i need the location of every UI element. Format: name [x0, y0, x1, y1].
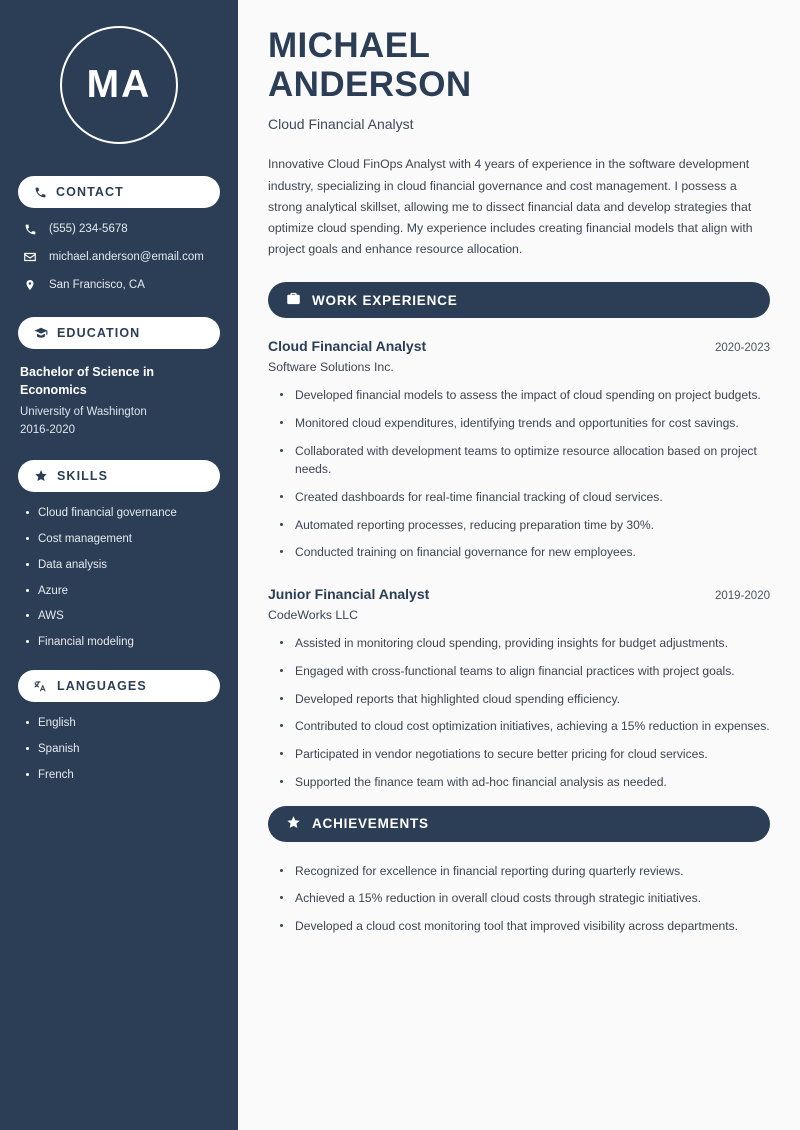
- languages-list: [18, 716, 220, 783]
- education-years: 2016-2020: [20, 423, 75, 436]
- list-item: Cloud financial governance: [24, 506, 220, 521]
- education-school: University of Washington: [20, 406, 147, 419]
- list-item: Developed financial models to assess the impact of cloud spending on project budgets.: [280, 386, 770, 405]
- list-item: Achieved a 15% reduction in overall cloud costs through strategic initiatives.: [280, 889, 770, 908]
- education-heading-label: EDUCATION: [57, 325, 141, 340]
- phone-icon: [34, 186, 47, 199]
- list-item: Developed a cloud cost monitoring tool that improved visibility across departments.: [280, 917, 770, 936]
- list-item: Data analysis: [24, 558, 220, 573]
- job-bullets: [268, 634, 770, 791]
- list-item: Assisted in monitoring cloud spending, providing insights for budget adjustments.: [280, 634, 770, 653]
- avatar-initials: MA: [60, 26, 178, 144]
- achievements-heading: [268, 806, 770, 842]
- map-pin-icon: [22, 278, 38, 292]
- contact-email: [22, 250, 220, 265]
- envelope-icon: [22, 250, 38, 264]
- list-item: Supported the finance team with ad-hoc financial analysis as needed.: [280, 773, 770, 792]
- list-item: Conducted training on financial governance for new employees.: [280, 543, 770, 562]
- job-title: Junior Financial Analyst: [268, 586, 430, 603]
- star-icon: [34, 469, 48, 483]
- education-degree: Bachelor of Science in Economics: [20, 364, 155, 397]
- contact-phone-value: (555) 234-5678: [49, 223, 128, 235]
- graduation-cap-icon: [34, 326, 48, 340]
- language-icon: [34, 679, 48, 693]
- job-company: Software Solutions Inc.: [268, 360, 394, 375]
- contact-email-value: michael.anderson@email.com: [49, 250, 204, 263]
- contact-phone: [22, 222, 220, 237]
- languages-heading-label: LANGUAGES: [57, 679, 147, 694]
- achievements-list: [268, 862, 770, 936]
- job-header: [268, 338, 770, 354]
- list-item: Collaborated with development teams to optimize resource allocation based on project needs.: [280, 442, 770, 479]
- list-item: Contributed to cloud cost optimization initiatives, achieving a 15% reduction in expenses.: [280, 717, 770, 736]
- contact-heading: [18, 176, 220, 208]
- phone-icon: [22, 223, 38, 236]
- list-item: Engaged with cross-functional teams to align financial practices with project goals.: [280, 662, 770, 681]
- skills-list: [18, 506, 220, 651]
- job-role-subtitle: Cloud Financial Analyst: [268, 116, 414, 133]
- job-dates: 2020-2023: [715, 342, 770, 355]
- main-content: [238, 0, 800, 1130]
- list-item: Developed reports that highlighted cloud spending efficiency.: [280, 690, 770, 709]
- job-entry: [268, 338, 770, 562]
- job-title: Cloud Financial Analyst: [268, 338, 427, 355]
- job-bullets: [268, 386, 770, 562]
- job-header: [268, 586, 770, 602]
- list-item: English: [24, 716, 220, 731]
- list-item: Participated in vendor negotiations to secure better pricing for cloud services.: [280, 745, 770, 764]
- job-company: CodeWorks LLC: [268, 608, 358, 623]
- languages-heading: [18, 670, 220, 702]
- contact-location: [22, 278, 220, 293]
- first-name: MICHAEL: [268, 26, 431, 65]
- education-entry: [20, 363, 220, 440]
- list-item: Spanish: [24, 742, 220, 757]
- sidebar: [0, 0, 238, 1130]
- list-item: French: [24, 768, 220, 783]
- achievements-heading-label: ACHIEVEMENTS: [312, 816, 429, 832]
- list-item: Cost management: [24, 532, 220, 547]
- professional-summary: Innovative Cloud FinOps Analyst with 4 years of experience in the software development industry, specializing in cloud financial governance and cost management. I possess a strong analytical skillset, allowing me to dissect financial data and develop strategies that optimize cloud spending. My experience includes creating financial models that align with project goals and enhance resource allocation.: [268, 157, 753, 256]
- last-name: ANDERSON: [268, 65, 472, 105]
- list-item: Created dashboards for real-time financial tracking of cloud services.: [280, 488, 770, 507]
- work-experience-heading-label: WORK EXPERIENCE: [312, 292, 458, 308]
- star-icon: [286, 815, 301, 833]
- skills-heading: [18, 460, 220, 492]
- briefcase-icon: [286, 291, 301, 309]
- job-entry: [268, 586, 770, 791]
- skills-heading-label: SKILLS: [57, 468, 109, 483]
- contact-location-value: San Francisco, CA: [49, 278, 145, 291]
- list-item: Azure: [24, 584, 220, 599]
- education-heading: [18, 317, 220, 349]
- list-item: Recognized for excellence in financial reporting during quarterly reviews.: [280, 862, 770, 881]
- list-item: AWS: [24, 609, 220, 624]
- list-item: Automated reporting processes, reducing preparation time by 30%.: [280, 516, 770, 535]
- page-title: [268, 26, 770, 104]
- list-item: Monitored cloud expenditures, identifying trends and opportunities for cost savings.: [280, 414, 770, 433]
- contact-heading-label: CONTACT: [56, 185, 124, 199]
- avatar-wrapper: [18, 26, 220, 144]
- work-experience-heading: [268, 282, 770, 318]
- list-item: Financial modeling: [24, 635, 220, 650]
- job-dates: 2019-2020: [715, 590, 770, 603]
